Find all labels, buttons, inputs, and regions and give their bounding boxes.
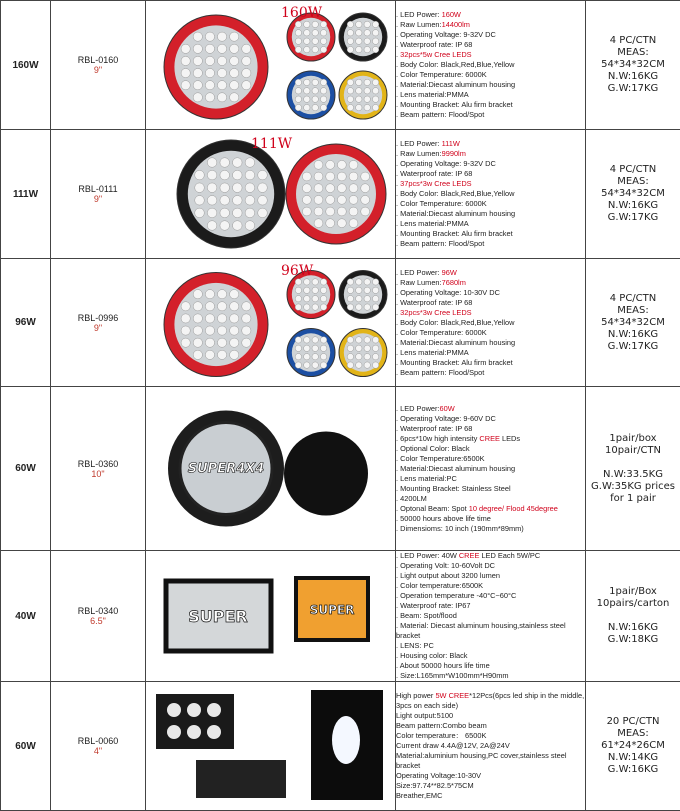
product-photo bbox=[146, 1, 396, 129]
spec-line bbox=[396, 504, 585, 514]
spec-line bbox=[396, 308, 585, 318]
spec-text: . Optional Color: Black bbox=[396, 444, 470, 453]
lamp-icon bbox=[177, 140, 285, 248]
packing-line: 54*34*32CM bbox=[586, 59, 680, 71]
spec-highlight: 111W bbox=[442, 139, 460, 148]
spec-line bbox=[396, 591, 585, 601]
spec-line bbox=[396, 641, 585, 651]
product-row bbox=[1, 1, 680, 130]
spec-text: . Waterproof rate: IP67 bbox=[396, 601, 471, 610]
spec-cell bbox=[396, 682, 586, 811]
spec-line bbox=[396, 561, 585, 571]
spec-line bbox=[396, 404, 585, 414]
lamp-wattage-label: 111W bbox=[251, 136, 292, 152]
lamp-brand-label: SUPER bbox=[310, 603, 355, 617]
model-cell bbox=[51, 682, 146, 811]
power-cell: 60W bbox=[1, 387, 51, 551]
packing-line: N.W:16KG bbox=[586, 622, 680, 634]
spec-text: . Raw Lumen: bbox=[396, 278, 442, 287]
spec-text: Operating Voltage:10-30V bbox=[396, 771, 481, 780]
spec-text: . bbox=[396, 308, 400, 317]
lamp-size: 9" bbox=[51, 323, 145, 333]
lamp-size: 4" bbox=[51, 746, 145, 756]
spec-text: . Waterproof rate: IP 68 bbox=[396, 40, 472, 49]
spec-line bbox=[396, 671, 585, 681]
packing-line: 54*34*32CM bbox=[586, 317, 680, 329]
spec-line bbox=[396, 20, 585, 30]
spec-text: Current draw 4.4A@12V, 2A@24V bbox=[396, 741, 510, 750]
spec-text: . Color Temperature: 6000K bbox=[396, 199, 487, 208]
spec-cell bbox=[396, 551, 586, 682]
spec-text: . Operation temperature -40°C~60°C bbox=[396, 591, 516, 600]
spec-line bbox=[396, 791, 585, 801]
spec-line bbox=[396, 209, 585, 219]
spec-text: . LED Power: bbox=[396, 404, 440, 413]
power-cell: 160W bbox=[1, 1, 51, 130]
packing-line: N.W:16KG bbox=[586, 71, 680, 83]
spec-line bbox=[396, 494, 585, 504]
spec-line bbox=[396, 229, 585, 239]
spec-line bbox=[396, 621, 585, 641]
spec-text: . Lens material:PC bbox=[396, 474, 457, 483]
spec-highlight: 7680lm bbox=[442, 278, 466, 287]
packing-line: N.W:16KG bbox=[586, 329, 680, 341]
power-cell: 111W bbox=[1, 130, 51, 259]
product-row bbox=[1, 259, 680, 387]
spec-line bbox=[396, 328, 585, 338]
spec-highlight: 32pcs*5w Cree LEDS bbox=[400, 50, 471, 59]
spec-line bbox=[396, 551, 585, 561]
packing-line: G.W:16KG bbox=[586, 764, 680, 776]
spec-line bbox=[396, 298, 585, 308]
spec-line bbox=[396, 338, 585, 348]
spec-cell bbox=[396, 130, 586, 259]
spec-line bbox=[396, 434, 585, 444]
spec-text: . Body Color: Black,Red,Blue,Yellow bbox=[396, 60, 514, 69]
image-cell bbox=[146, 259, 396, 387]
spec-text: . Body Color: Black,Red,Blue,Yellow bbox=[396, 189, 514, 198]
spec-text: . 50000 hours above life time bbox=[396, 514, 491, 523]
spec-text: . Dimensioms: 10 inch (190mm*89mm) bbox=[396, 524, 524, 533]
spec-text: . Material: Diecast aluminum housing,stainless steel bracket bbox=[396, 621, 566, 640]
product-photo bbox=[146, 387, 396, 550]
packing-line: 1pair/box bbox=[586, 433, 680, 445]
spec-text: . Operating Voltage: 9-60V DC bbox=[396, 414, 496, 423]
spec-text: LED Each 5W/PC bbox=[479, 551, 540, 560]
image-cell bbox=[146, 682, 396, 811]
spec-text: . Color Temperature: 6000K bbox=[396, 70, 487, 79]
packing-line bbox=[586, 457, 680, 469]
model-number: RBL-0340 bbox=[51, 606, 145, 616]
packing-line: G.W:17KG bbox=[586, 341, 680, 353]
packing-line: MEAS: bbox=[586, 305, 680, 317]
spec-line bbox=[396, 159, 585, 169]
product-photo bbox=[146, 682, 396, 810]
image-cell bbox=[146, 387, 396, 551]
packing-line: MEAS: bbox=[586, 176, 680, 188]
spec-text: . Operating Voltage: 9-32V DC bbox=[396, 30, 496, 39]
packing-cell bbox=[586, 387, 680, 551]
spec-cell bbox=[396, 259, 586, 387]
spec-text: . Material:Diecast aluminum housing bbox=[396, 464, 515, 473]
spec-text: Material:aluminium housing,PC cover,stainless steel bracket bbox=[396, 751, 566, 770]
spec-text: . Beam pattern: Flood/Spot bbox=[396, 110, 484, 119]
spec-line bbox=[396, 358, 585, 368]
spec-line bbox=[396, 454, 585, 464]
spec-text: . Material:Diecast aluminum housing bbox=[396, 338, 515, 347]
lamp-icon bbox=[287, 71, 335, 119]
spec-line bbox=[396, 368, 585, 378]
spec-line bbox=[396, 771, 585, 781]
power-cell: 40W bbox=[1, 551, 51, 682]
model-cell bbox=[51, 387, 146, 551]
spec-line bbox=[396, 179, 585, 189]
spec-text: . Mounting Bracket: Alu firm bracket bbox=[396, 100, 513, 109]
spec-line bbox=[396, 219, 585, 229]
packing-cell bbox=[586, 130, 680, 259]
spec-text: . Beam: Spot/flood bbox=[396, 611, 457, 620]
image-cell bbox=[146, 1, 396, 130]
packing-line: 4 PC/CTN bbox=[586, 35, 680, 47]
product-row bbox=[1, 551, 680, 682]
power-cell: 96W bbox=[1, 259, 51, 387]
spec-text: Light output:5100 bbox=[396, 711, 453, 720]
spec-highlight: CREE bbox=[459, 551, 480, 560]
spec-text: High power bbox=[396, 691, 435, 700]
model-number: RBL-0360 bbox=[51, 459, 145, 469]
lamp-wattage-label: 96W bbox=[281, 263, 313, 279]
spec-line bbox=[396, 10, 585, 20]
lamp-icon bbox=[339, 13, 387, 61]
spec-text: . Housing color: Black bbox=[396, 651, 467, 660]
spec-text: . Raw Lumen: bbox=[396, 149, 442, 158]
lamp-icon bbox=[196, 760, 286, 798]
spec-text: . Beam pattern: Flood/Spot bbox=[396, 239, 484, 248]
spec-highlight: 5W CREE bbox=[435, 691, 469, 700]
spec-line bbox=[396, 189, 585, 199]
spec-text: . About 50000 hours life time bbox=[396, 661, 490, 670]
spec-highlight: 160W bbox=[442, 10, 461, 19]
packing-cell bbox=[586, 551, 680, 682]
spec-line bbox=[396, 100, 585, 110]
lamp-size: 6.5" bbox=[51, 616, 145, 626]
product-row bbox=[1, 682, 680, 811]
spec-text: Color temperature： 6500K bbox=[396, 731, 486, 740]
lamp-wattage-label: 160W bbox=[281, 5, 322, 21]
spec-line bbox=[396, 348, 585, 358]
lamp-brand-label: SUPER bbox=[188, 607, 248, 626]
spec-line bbox=[396, 464, 585, 474]
spec-text: . Size:L165mm*W100mm*H90mm bbox=[396, 671, 509, 680]
spec-text: . LED Power: bbox=[396, 10, 442, 19]
spec-line bbox=[396, 711, 585, 721]
spec-text: . LED Power: 40W bbox=[396, 551, 459, 560]
product-photo bbox=[146, 259, 396, 386]
packing-line: 20 PC/CTN bbox=[586, 716, 680, 728]
spec-line bbox=[396, 80, 585, 90]
lamp-size: 10" bbox=[51, 469, 145, 479]
spec-line bbox=[396, 110, 585, 120]
packing-line: N.W:33.5KG bbox=[586, 469, 680, 481]
image-cell bbox=[146, 130, 396, 259]
spec-line bbox=[396, 721, 585, 731]
spec-line bbox=[396, 731, 585, 741]
packing-line: MEAS: bbox=[586, 47, 680, 59]
spec-line bbox=[396, 60, 585, 70]
spec-text: . Optonal Beam: Spot bbox=[396, 504, 469, 513]
packing-cell bbox=[586, 682, 680, 811]
spec-line bbox=[396, 149, 585, 159]
spec-text: . Light output about 3200 lumen bbox=[396, 571, 500, 580]
packing-line: 4 PC/CTN bbox=[586, 293, 680, 305]
spec-line bbox=[396, 40, 585, 50]
image-cell bbox=[146, 551, 396, 682]
model-cell bbox=[51, 551, 146, 682]
spec-highlight: 37pcs*3w Cree LEDS bbox=[400, 179, 471, 188]
spec-text: . LED Power: bbox=[396, 139, 442, 148]
spec-text: . Body Color: Black,Red,Blue,Yellow bbox=[396, 318, 514, 327]
spec-highlight: 10 degree/ Flood 45degree bbox=[469, 504, 558, 513]
spec-text: . Operating Voltage: 10-30V DC bbox=[396, 288, 500, 297]
spec-line bbox=[396, 751, 585, 771]
model-number: RBL-0160 bbox=[51, 55, 145, 65]
packing-line: for 1 pair bbox=[586, 493, 680, 505]
spec-line bbox=[396, 661, 585, 671]
lamp-icon bbox=[339, 329, 387, 377]
lamp-icon bbox=[284, 432, 368, 516]
spec-line bbox=[396, 318, 585, 328]
lamp-icon bbox=[339, 271, 387, 319]
spec-highlight: CREE bbox=[479, 434, 500, 443]
spec-text: . bbox=[396, 50, 400, 59]
spec-text: . Material:Diecast aluminum housing bbox=[396, 209, 515, 218]
packing-line: 4 PC/CTN bbox=[586, 164, 680, 176]
lamp-icon bbox=[286, 144, 386, 244]
spec-text: . LENS: PC bbox=[396, 641, 434, 650]
packing-cell bbox=[586, 1, 680, 130]
packing-line: MEAS: bbox=[586, 728, 680, 740]
spec-text: Size:97.74**82.5*75CM bbox=[396, 781, 474, 790]
spec-text: Beam pattern:Combo beam bbox=[396, 721, 487, 730]
spec-text: . LED Power: bbox=[396, 268, 442, 277]
spec-text: . Lens material:PMMA bbox=[396, 219, 469, 228]
spec-line bbox=[396, 50, 585, 60]
model-cell bbox=[51, 130, 146, 259]
lamp-size: 9" bbox=[51, 65, 145, 75]
spec-line bbox=[396, 90, 585, 100]
product-row bbox=[1, 130, 680, 259]
spec-line bbox=[396, 278, 585, 288]
spec-line bbox=[396, 601, 585, 611]
product-row bbox=[1, 387, 680, 551]
spec-line bbox=[396, 484, 585, 494]
spec-line bbox=[396, 474, 585, 484]
spec-line bbox=[396, 514, 585, 524]
spec-line bbox=[396, 30, 585, 40]
spec-text: . Raw Lumen: bbox=[396, 20, 442, 29]
spec-line bbox=[396, 139, 585, 149]
packing-cell bbox=[586, 259, 680, 387]
spec-cell bbox=[396, 387, 586, 551]
spec-text: . Mounting Bracket: Alu firm bracket bbox=[396, 358, 513, 367]
packing-line: 1pair/Box bbox=[586, 586, 680, 598]
lamp-icon bbox=[339, 71, 387, 119]
spec-highlight: 9990lm bbox=[442, 149, 466, 158]
model-number: RBL-0996 bbox=[51, 313, 145, 323]
spec-text: . Mounting Bracket: Alu firm bracket bbox=[396, 229, 513, 238]
packing-line: 10pair/CTN bbox=[586, 445, 680, 457]
lamp-icon bbox=[164, 273, 268, 377]
spec-line bbox=[396, 424, 585, 434]
model-number: RBL-0111 bbox=[51, 184, 145, 194]
spec-line bbox=[396, 611, 585, 621]
spec-text: . Waterproof rate: IP 68 bbox=[396, 169, 472, 178]
spec-cell bbox=[396, 1, 586, 130]
spec-line bbox=[396, 781, 585, 791]
lamp-brand-label: SUPER4X4 bbox=[188, 462, 264, 477]
spec-text: . Beam pattern: Flood/Spot bbox=[396, 368, 484, 377]
spec-text: . Operating Voltage: 9-32V DC bbox=[396, 159, 496, 168]
spec-line bbox=[396, 239, 585, 249]
packing-line: G.W:35KG prices bbox=[586, 481, 680, 493]
spec-line bbox=[396, 581, 585, 591]
spec-line bbox=[396, 288, 585, 298]
packing-line bbox=[586, 610, 680, 622]
power-cell: 60W bbox=[1, 682, 51, 811]
packing-line: G.W:17KG bbox=[586, 83, 680, 95]
spec-line bbox=[396, 414, 585, 424]
spec-text: . Waterproof rate: IP 68 bbox=[396, 424, 472, 433]
spec-text: . Color Temperature:6500K bbox=[396, 454, 485, 463]
spec-text: LEDs bbox=[500, 434, 520, 443]
packing-line: 10pairs/carton bbox=[586, 598, 680, 610]
packing-line: N.W:16KG bbox=[586, 200, 680, 212]
spec-line bbox=[396, 524, 585, 534]
model-cell bbox=[51, 259, 146, 387]
spec-text: . 6pcs*10w high intensity bbox=[396, 434, 479, 443]
spec-text: . Lens material:PMMA bbox=[396, 90, 469, 99]
spec-text: . Color temperature:6500K bbox=[396, 581, 483, 590]
spec-text: *12Pcs(6pcs led ship in the middle, 3pcs on each side) bbox=[396, 691, 584, 710]
packing-line: G.W:18KG bbox=[586, 634, 680, 646]
lamp-icon bbox=[287, 329, 335, 377]
spec-line bbox=[396, 651, 585, 661]
spec-line bbox=[396, 741, 585, 751]
spec-line bbox=[396, 444, 585, 454]
spec-line bbox=[396, 70, 585, 80]
spec-text: Breather,EMC bbox=[396, 791, 442, 800]
spec-line bbox=[396, 199, 585, 209]
spec-highlight: 60W bbox=[440, 404, 455, 413]
lamp-icon bbox=[156, 694, 234, 749]
product-photo bbox=[146, 551, 396, 681]
spec-line bbox=[396, 691, 585, 711]
spec-text: . 4200LM bbox=[396, 494, 427, 503]
packing-line: G.W:17KG bbox=[586, 212, 680, 224]
packing-line: N.W:14KG bbox=[586, 752, 680, 764]
spec-text: . Material:Diecast aluminum housing bbox=[396, 80, 515, 89]
spec-text: . bbox=[396, 179, 400, 188]
spec-text: . Mounting Bracket: Stainless Steel bbox=[396, 484, 511, 493]
spec-text: . Lens material:PMMA bbox=[396, 348, 469, 357]
lamp-size: 9" bbox=[51, 194, 145, 204]
spec-highlight: 14400lm bbox=[442, 20, 470, 29]
lamp-icon bbox=[164, 15, 268, 119]
model-cell bbox=[51, 1, 146, 130]
spec-line bbox=[396, 571, 585, 581]
model-number: RBL-0060 bbox=[51, 736, 145, 746]
packing-line: 61*24*26CM bbox=[586, 740, 680, 752]
spec-text: . Waterproof rate: IP 68 bbox=[396, 298, 472, 307]
spec-text: . Operating Volt: 10-60Volt DC bbox=[396, 561, 495, 570]
spec-highlight: 96W bbox=[442, 268, 457, 277]
spec-line bbox=[396, 268, 585, 278]
packing-line: 54*34*32CM bbox=[586, 188, 680, 200]
spec-line bbox=[396, 169, 585, 179]
spec-text: . Color Temperature: 6000K bbox=[396, 328, 487, 337]
spec-highlight: 32pcs*3w Cree LEDS bbox=[400, 308, 471, 317]
